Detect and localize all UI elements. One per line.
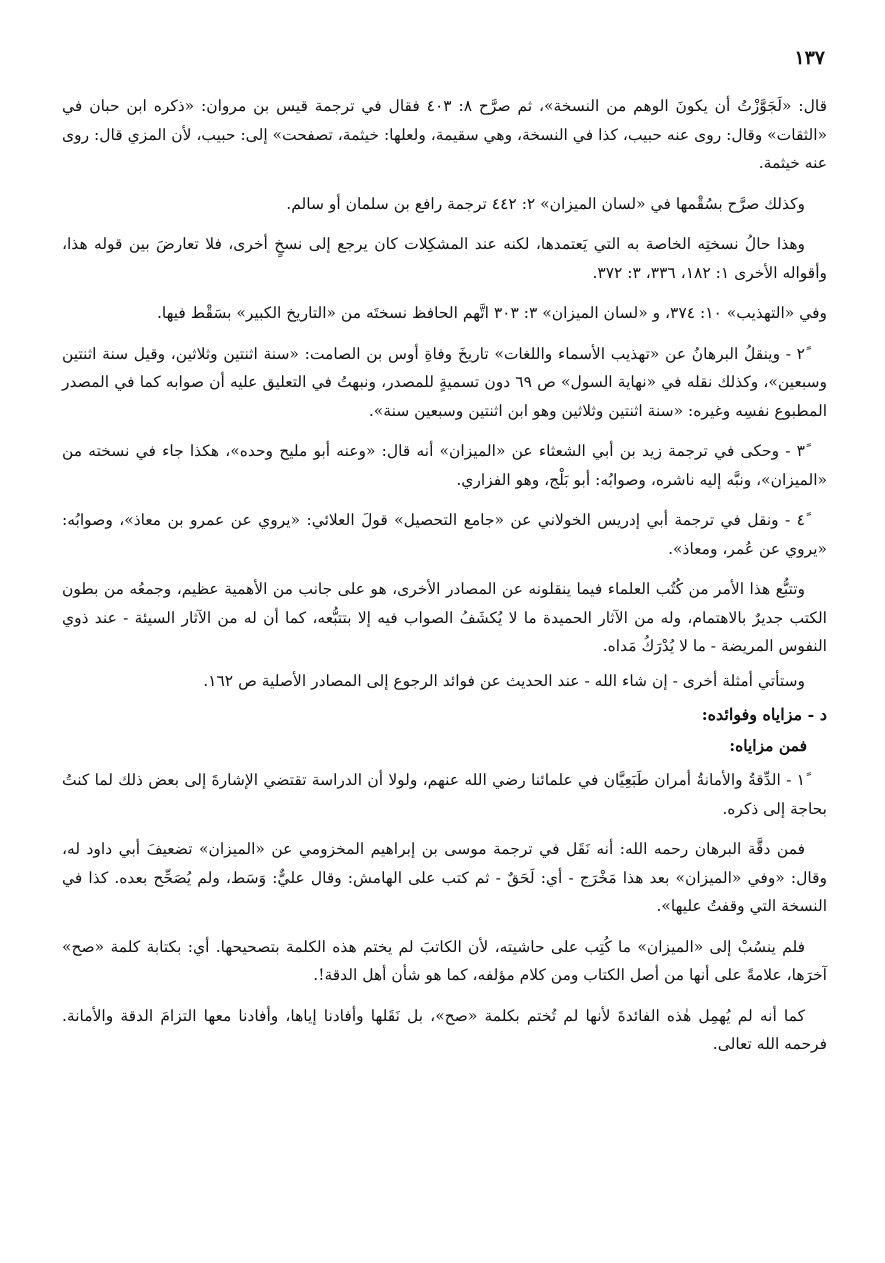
paragraph: وفي «التهذيب» ١٠: ٣٧٤، و «لسان الميزان» ٣: ٣٠٣ اتَّهم الحافظ نسختَه من «التاريخ الكبير» بسَقْط فيها. <box>156 304 827 322</box>
paragraph: قال: «لَجَوَّزْتُ أن يكونَ الوهم من النسخة»، ثم صرَّح ٨: ٤٠٣ فقال في ترجمة قيس بن مروان: «ذكره ابن حبان في «الثقات» وقال: روى عنه حبيب، كذا في النسخة، وهي سقيمة، ولعلها: خيثمة، تصفحت» إلى: حبيب، لأن المزي قال: روى عنه خيثمة. <box>62 97 827 172</box>
paragraph: وكذلك صرَّح بسُقْمها في «لسان الميزان» ٢: ٤٤٢ ترجمة رافع بن سلمان أو سالم. <box>286 194 805 213</box>
paragraph: ٢ً - وينقلُ البرهانُ عن «تهذيب الأسماء واللغات» تاريخَ وفاةِ أوس بن الصامت: «سنة اثنتين وثلاثين، وقيل سنة اثنتين وسبعين»، وكذلك نقله في «نهاية السول» ص ٦٩ دون تسميةٍ للمصدر، ونبهتُ في التعليق عليه أن صوابه كما في المصدر المطبوع نفسِه وغيره: «سنة اثنتين وثلاثين وهو ابن اثنتين وسبعين سنة». <box>62 344 827 420</box>
page-body <box>62 92 827 1071</box>
page-number: ١٣٧ <box>794 47 825 69</box>
section-heading: د - مزاياه وفوائده: <box>701 705 827 724</box>
paragraph: فمن دقَّة البرهان رحمه الله: أنه نَقَل في ترجمة موسى بن إبراهيم المخزومي عن «الميزان» تضعيفَ أبي داود له، وقال: «وفي «الميزان» بعد هذا مَخْرَج - أي: لَحَقٌ - ثم كتب على الهامش: وقال عليٌّ: وَسَط، ولم يُصَحِّح بعده. كذا في النسخة التي وقفتُ عليها». <box>62 840 827 915</box>
paragraph: وستأتي أمثلة أخرى - إن شاء الله - عند الحديث عن فوائد الرجوع إلى المصادر الأصلية ص ١٦٢. <box>203 671 805 690</box>
paragraph: ٤ً - ونقل في ترجمة أبي إدريس الخولاني عن «جامع التحصيل» قولَ العلائي: «يروي عن عمرو بن معاذ»، وصوابُه: «يروي عن عُمر، ومعاذ». <box>62 511 827 558</box>
paragraph: وهذا حالُ نسختِه الخاصة به التي يَعتمدها، لكنه عند المشكِلات كان يرجع إلى نسخٍ أخرى، فلا تعارضَ بين قوله هذا، وأقواله الأخرى ١: ١٨٢، ٣٣٦، ٣: ٣٧٢. <box>62 235 827 282</box>
paragraph: كما أنه لم يُهمِل هٰذه الفائدةَ لأنها لم تُختم بكلمة «صح»، بل نَقَلها وأفادنا إياها، وأفادنا معها التزامَ الدقة والأمانة. فرحمه الله تعالى. <box>62 1006 827 1053</box>
paragraph: ١ً - الدِّقةُ والأمانةُ أمران طَبَعِيَّان في علمائنا رضي الله عنهم، ولولا أن الدراسة تقتضي الإشارةَ إلى بعض ذلك لما كنتُ بحاجة إلى ذكره. <box>62 771 827 818</box>
paragraph: ٣ً - وحكى في ترجمة زيد بن أبي الشعثاء عن «الميزان» أنه قال: «وعنه أبو مليح وحده»، هكذا جاء في نسخته من «الميزان»، ونبَّه إليه ناشره، وصوابُه: أبو بَلْج، وهو الفزاري. <box>62 442 827 489</box>
subheading: فمن مزاياه: <box>729 735 807 755</box>
paragraph: وتتبُّع هذا الأمر من كُتُب العلماء فيما ينقلونه عن المصادر الأخرى، هو على جانب من الأهمية عظيم، وجمعُه من بطون الكتب جديرٌ بالاهتمام، وله من الآثار الحميدة ما لا يُكشَفُ الصواب فيه إلا بتتبُّعه، كما أن له من الآثار السيئة - عند ذوي النفوس المريضة - ما لا يُدْرَكُ مَداه. <box>62 580 827 655</box>
paragraph: فلم ينسُبْ إلى «الميزان» ما كُتِب على حاشيته، لأن الكاتبَ لم يختم هذه الكلمة بتصحيحها. أي: بكتابة كلمة «صح» آخرَها، علامةً على أنها من أصل الكتاب ومن كلام مؤلفه، كما هو شأن أهل الدقة!. <box>62 937 827 984</box>
